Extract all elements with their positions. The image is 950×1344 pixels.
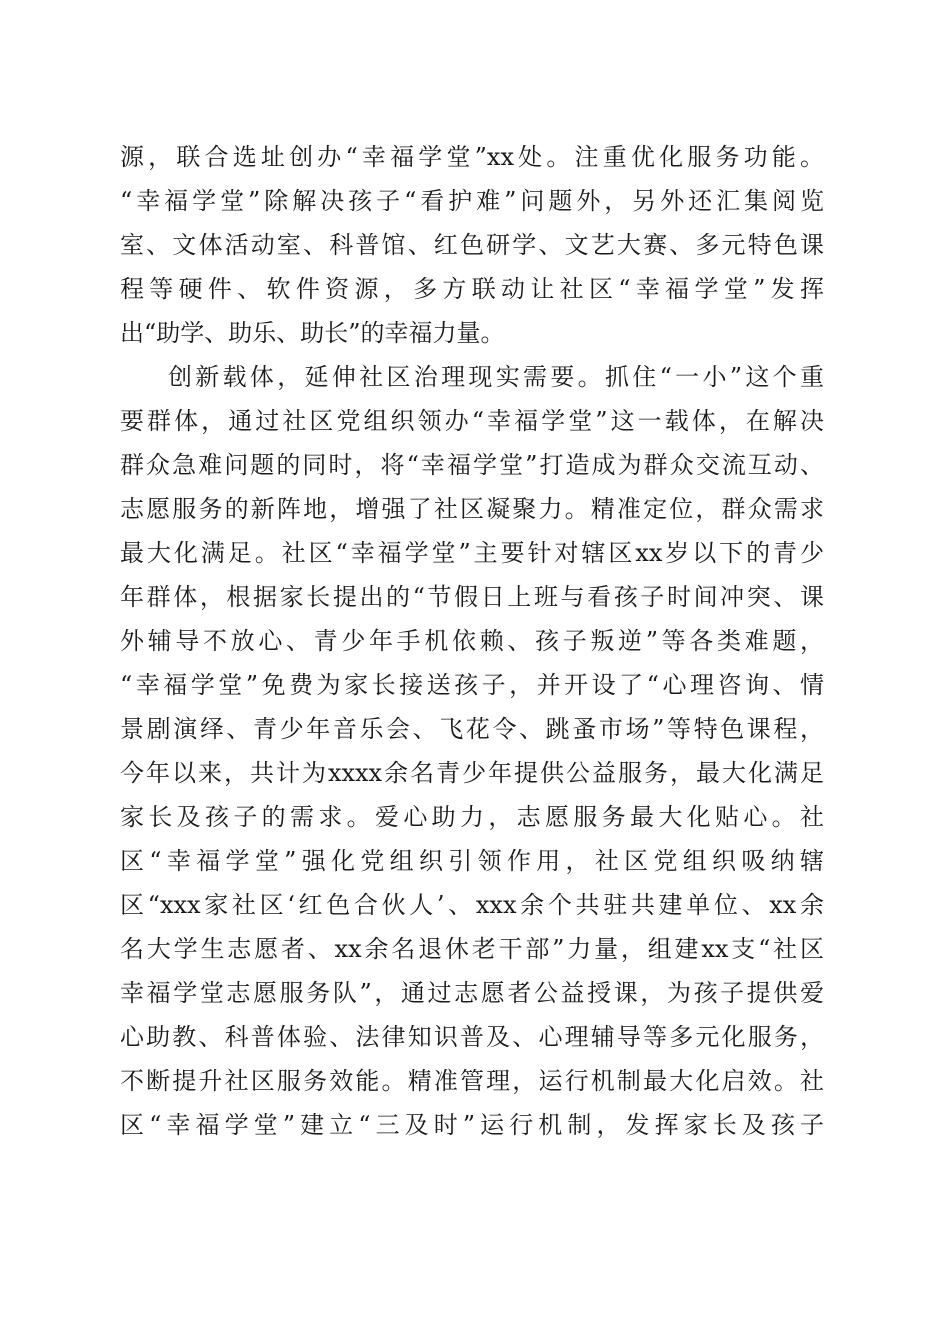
text-line: 室、文体活动室、科普馆、红色研学、文艺大赛、多元特色课 <box>120 231 824 259</box>
text-line: 出“助学、助乐、助长”的幸福力量。 <box>120 319 505 347</box>
text-line: 最大化满足。社区“幸福学堂”主要针对辖区xx岁以下的青少 <box>120 539 824 567</box>
text-line: “幸福学堂”免费为家长接送孩子，并开设了“心理咨询、情 <box>120 671 824 699</box>
text-line: 景剧演绎、青少年音乐会、飞花令、跳蚤市场”等特色课程， <box>120 715 824 743</box>
text-line: 要群体，通过社区党组织领办“幸福学堂”这一载体，在解决 <box>120 407 824 435</box>
text-line: 群众急难问题的同时，将“幸福学堂”打造成为群众交流互动、 <box>120 451 824 479</box>
text-line: 区“xxx家社区‘红色合伙人’、xxx余个共驻共建单位、xx余 <box>120 891 824 919</box>
text-line: 区“幸福学堂”强化党组织引领作用，社区党组织吸纳辖 <box>120 847 824 875</box>
text-line: 幸福学堂志愿服务队”，通过志愿者公益授课，为孩子提供爱 <box>120 979 824 1007</box>
text-line: 家长及孩子的需求。爱心助力，志愿服务最大化贴心。社 <box>120 803 824 831</box>
text-line: 区“幸福学堂”建立“三及时”运行机制，发挥家长及孩子 <box>120 1111 824 1139</box>
text-line: 源，联合选址创办“幸福学堂”xx处。注重优化服务功能。 <box>120 143 824 171</box>
text-line: 程等硬件、软件资源，多方联动让社区“幸福学堂”发挥 <box>120 275 824 303</box>
text-line: 名大学生志愿者、xx余名退休老干部”力量，组建xx支“社区 <box>120 935 824 963</box>
text-line: 今年以来，共计为xxxx余名青少年提供公益服务，最大化满足 <box>120 759 824 787</box>
text-line: 创新载体，延伸社区治理现实需要。抓住“一小”这个重 <box>168 363 824 391</box>
text-line: 志愿服务的新阵地，增强了社区凝聚力。精准定位，群众需求 <box>120 495 824 523</box>
text-line: 外辅导不放心、青少年手机依赖、孩子叛逆”等各类难题， <box>120 627 824 655</box>
text-line: 不断提升社区服务效能。精准管理，运行机制最大化启效。社 <box>120 1067 824 1095</box>
text-line: 年群体，根据家长提出的“节假日上班与看孩子时间冲突、课 <box>120 583 824 611</box>
text-line: 心助教、科普体验、法律知识普及、心理辅导等多元化服务， <box>120 1023 824 1051</box>
text-line: “幸福学堂”除解决孩子“看护难”问题外，另外还汇集阅览 <box>120 187 824 215</box>
